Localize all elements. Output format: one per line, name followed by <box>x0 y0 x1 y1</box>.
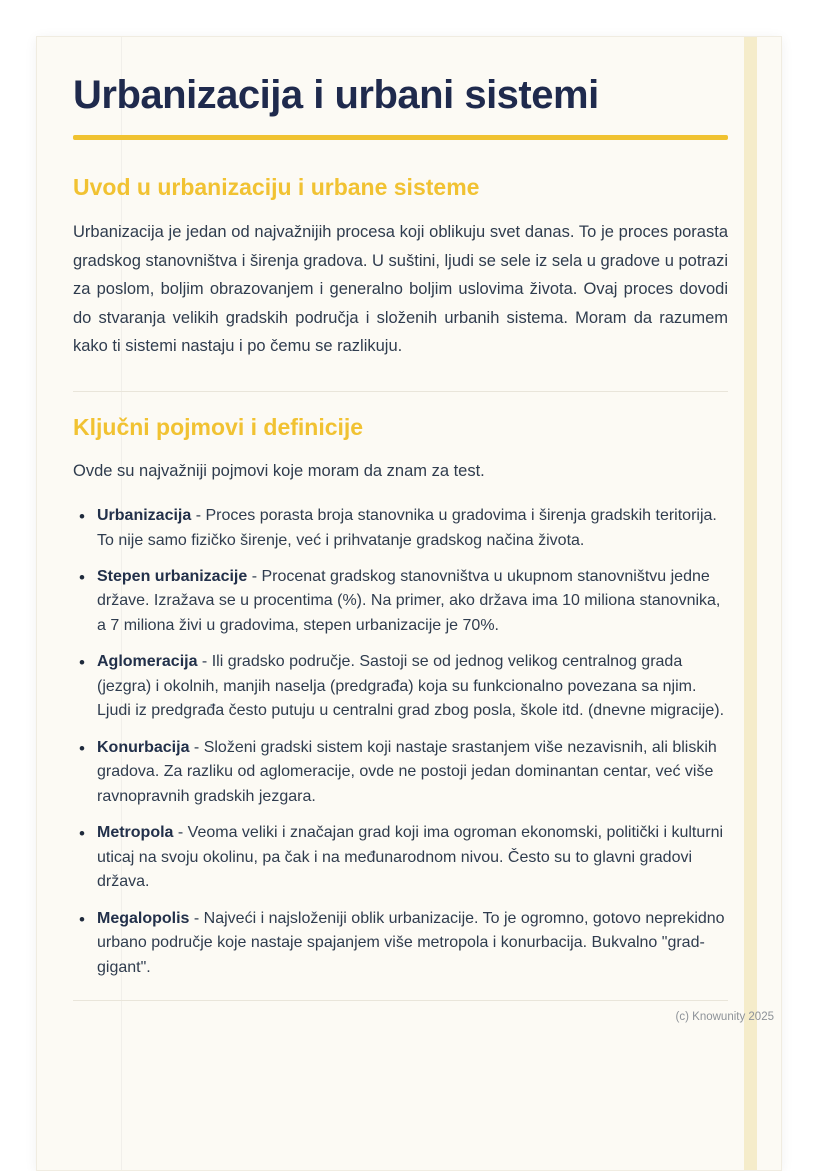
list-item-urbanizacija <box>73 504 728 553</box>
term-definition: - Proces porasta broja stanovnika u gradovima i širenja gradskih teritorija. To nije samo fizičko širenje, već i prihvatanje gradskog načina života. <box>97 507 717 549</box>
document-page <box>36 36 782 1171</box>
list-item-aglomeracija <box>73 650 728 723</box>
term-name: Megalopolis <box>97 909 190 927</box>
list-item-konurbacija <box>73 736 728 809</box>
terms-intro: Ovde su najvažniji pojmovi koje moram da znam za test. <box>73 461 485 480</box>
list-item-stepen-urbanizacije <box>73 565 728 638</box>
footer-credit: (c) Knowunity 2025 <box>675 1011 774 1024</box>
term-name: Aglomeracija <box>97 653 198 671</box>
term-name: Metropola <box>97 824 174 842</box>
term-name: Stepen urbanizacije <box>97 567 248 585</box>
terms-list <box>73 504 728 980</box>
term-definition: - Složeni gradski sistem koji nastaje srastanjem više nezavisnih, ali bliskih gradova. Za razliku od aglomeracije, ovde ne postoji jedan dominantan centar, već više ravnopravnih gradskih jezgara. <box>97 738 717 805</box>
term-name: Urbanizacija <box>97 507 192 525</box>
intro-paragraph: Urbanizacija je jedan od najvažnijih procesa koji oblikuju svet danas. To je proces porasta gradskog stanovništva i širenja gradova. U suštini, ljudi se sele iz sela u gradove u potrazi za poslom, boljim obrazovanjem i generalno boljim uslovima života. Ovaj proces dovodi do stvaranja velikih gradskih područja i složenih urbanih sistema. Moram da razumem kako ti sistemi nastaju i po čemu se razlikuju. <box>73 223 728 356</box>
list-item-metropola <box>73 821 728 894</box>
term-definition: - Procenat gradskog stanovništva u ukupnom stanovništvu jedne države. Izražava se u procentima (%). Na primer, ako država ima 10 miliona stanovnika, a 7 miliona živi u gradovima, stepen urbanizacije je 70%. <box>97 567 721 634</box>
section-divider <box>73 391 728 392</box>
term-definition: - Ili gradsko područje. Sastoji se od jednog velikog centralnog grada (jezgra) i okolnih, manjih naselja (predgrađa) koja su funkcionalno povezana sa njim. Ljudi iz predgrađa često putuju u centralni grad zbog posla, škole itd. (dnevne migracije). <box>97 653 725 720</box>
term-definition: - Veoma veliki i značajan grad koji ima ogroman ekonomski, politički i kulturni uticaj na svoju okolinu, pa čak i na međunarodnom nivou. Često su to glavni gradovi država. <box>97 824 724 891</box>
term-name: Konurbacija <box>97 738 190 756</box>
section-heading-uvod: Uvod u urbanizaciju i urbane sisteme <box>73 174 480 200</box>
list-item-megalopolis <box>73 907 728 980</box>
term-definition: - Najveći i najsloženiji oblik urbanizacije. To je ogromno, gotovo neprekidno urbano područje koje nastaje spajanjem više metropola i konurbacija. Bukvalno "grad-gigant". <box>97 909 725 976</box>
page-content <box>73 73 774 1024</box>
title-underline-bar <box>73 135 728 140</box>
page-title: Urbanizacija i urbani sistemi <box>73 73 599 117</box>
section-heading-pojmovi: Ključni pojmovi i definicije <box>73 413 364 440</box>
page-edge-strip <box>744 37 757 1170</box>
footer-divider <box>73 1000 728 1001</box>
